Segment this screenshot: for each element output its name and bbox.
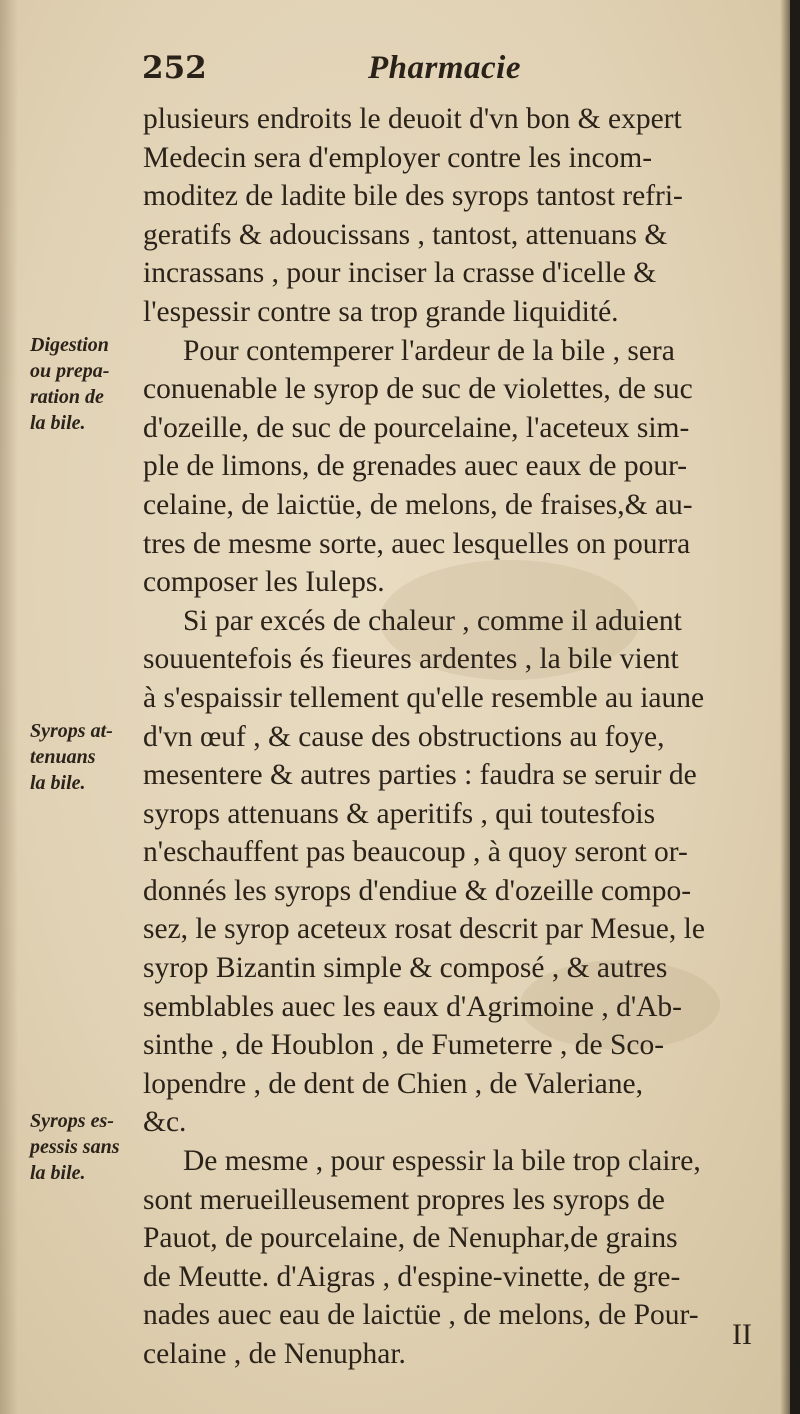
margin-note-line: la bile. <box>30 412 86 434</box>
margin-note-syrops-attenuans <box>30 718 142 796</box>
margin-note-line: la bile. <box>30 772 86 794</box>
margin-note-syrops-espessis <box>30 1108 142 1186</box>
body-text <box>143 100 768 1374</box>
text-line: composer les Iuleps. <box>143 566 385 599</box>
margin-note-line: ration de <box>30 386 104 408</box>
text-line: Pauot, de pourcelaine, de Nenuphar,de grains <box>143 1222 678 1255</box>
margin-note-line: Digestion <box>30 334 109 356</box>
margin-note-line: tenuans <box>30 746 96 768</box>
running-title: Pharmacie <box>368 50 521 86</box>
text-line: Si par excés de chaleur , comme il aduient <box>183 604 682 637</box>
text-line: sinthe , de Houblon , de Fumeterre , de Sco- <box>143 1029 665 1062</box>
page-header <box>142 50 742 96</box>
text-line: sont merueilleusement propres les syrops de <box>143 1183 665 1216</box>
margin-note-line: Syrops es- <box>30 1110 114 1132</box>
text-line: conuenable le syrop de suc de violettes, de suc <box>143 373 693 406</box>
text-line: Pour contemperer l'ardeur de la bile , sera <box>183 334 675 367</box>
margin-note-line: Syrops at- <box>30 720 113 742</box>
text-line: l'espessir contre sa trop grande liquidité. <box>143 295 619 328</box>
margin-note-line: pessis sans <box>30 1136 120 1158</box>
text-line: lopendre , de dent de Chien , de Valeriane, <box>143 1067 643 1100</box>
text-line: plusieurs endroits le deuoit d'vn bon & expert <box>143 103 682 135</box>
text-line: &c. <box>143 1106 187 1139</box>
text-line: sez, le syrop aceteux rosat descrit par Mesue, le <box>143 913 705 946</box>
text-line: souuentefois és fieures ardentes , la bile vient <box>143 643 679 676</box>
text-line: syrops attenuans & aperitifs , qui toutesfois <box>143 797 656 830</box>
page-number: 252 <box>142 50 207 86</box>
text-line: mesentere & autres parties : faudra se seruir de <box>143 759 697 792</box>
text-line: syrop Bizantin simple & composé , & autres <box>143 952 668 985</box>
text-line: nades auec eau de laictüe , de melons, de Pour- <box>143 1299 699 1332</box>
text-line: donnés les syrops d'endiue & d'ozeille compo- <box>143 874 692 907</box>
text-line: à s'espaissir tellement qu'elle resemble au iaune <box>143 681 705 714</box>
text-line: de Meutte. d'Aigras , d'espine-vinette, de gre- <box>143 1260 681 1293</box>
margin-note-line: la bile. <box>30 1162 86 1184</box>
text-line: incrassans , pour inciser la crasse d'icelle & <box>143 257 657 290</box>
margin-note-digestion <box>30 332 142 436</box>
catchword: II <box>732 1318 752 1351</box>
text-line: De mesme , pour espessir la bile trop claire, <box>183 1145 701 1178</box>
text-line: celaine, de laictüe, de melons, de fraises,& au- <box>143 488 693 521</box>
text-line: semblables auec les eaux d'Agrimoine , d'Ab- <box>143 990 683 1023</box>
text-line: ple de limons, de grenades auec eaux de pour- <box>143 450 688 483</box>
margin-note-line: ou prepa- <box>30 360 110 382</box>
text-line: d'ozeille, de suc de pourcelaine, l'aceteux sim- <box>143 411 690 444</box>
text-line: celaine , de Nenuphar. <box>143 1338 406 1370</box>
text-line: geratifs & adoucissans , tantost, attenuans & <box>143 218 668 251</box>
text-line: tres de mesme sorte, auec lesquelles on pourra <box>143 527 691 560</box>
text-line: moditez de ladite bile des syrops tantost refri- <box>143 180 683 213</box>
text-line: n'eschauffent pas beaucoup , à quoy seront or- <box>143 836 688 869</box>
text-line: d'vn œuf , & cause des obstructions au foye, <box>143 720 665 753</box>
text-line: Medecin sera d'employer contre les incom- <box>143 141 653 174</box>
page-edge <box>780 0 790 1414</box>
gutter-shadow <box>0 0 18 1414</box>
